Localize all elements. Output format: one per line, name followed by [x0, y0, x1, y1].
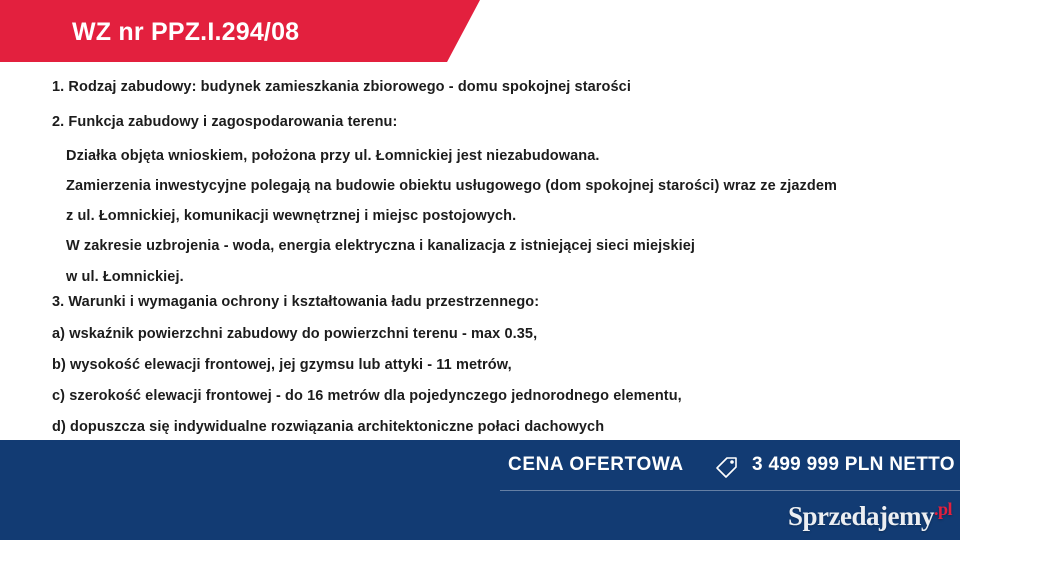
document-line: z ul. Łomnickiej, komunikacji wewnętrznej i miejsc postojowych.: [66, 208, 517, 224]
document-line: Zamierzenia inwestycyjne polegają na budowie obiektu usługowego (dom spokojnej starości) wraz ze zjazdem: [66, 178, 838, 194]
document-body: [0, 62, 960, 440]
document-line: 1. Rodzaj zabudowy: budynek zamieszkania zbiorowego - domu spokojnej starości: [52, 79, 631, 95]
document-line: a) wskaźnik powierzchni zabudowy do powierzchni terenu - max 0.35,: [52, 326, 538, 342]
price-tag-icon: [714, 452, 740, 478]
document-line: 2. Funkcja zabudowy i zagospodarowania terenu:: [52, 114, 398, 130]
watermark-suffix: .pl: [933, 499, 952, 519]
document-line: Działka objęta wnioskiem, położona przy ul. Łomnickiej jest niezabudowana.: [66, 148, 600, 164]
document-line: w ul. Łomnickiej.: [66, 269, 184, 285]
watermark: [788, 499, 952, 532]
document-line: c) szerokość elewacji frontowej - do 16 metrów dla pojedynczego jednorodnego elementu,: [52, 388, 682, 404]
document-line: W zakresie uzbrojenia - woda, energia elektryczna i kanalizacja z istniejącej sieci miejskiej: [66, 238, 696, 254]
document-line: 3. Warunki i wymagania ochrony i kształtowania ładu przestrzennego:: [52, 294, 540, 310]
contact-label: BEZPOŚREDNIO: [508, 555, 668, 576]
watermark-name: Sprzedajemy: [788, 501, 934, 531]
price-label: CENA OFERTOWA: [508, 454, 684, 475]
footer-price-row: [0, 440, 960, 490]
contact-value: (+48) 515 295 077: [752, 555, 913, 576]
page-title: WZ nr PPZ.I.294/08: [72, 18, 300, 46]
phone-icon: [714, 552, 740, 578]
document-line: d) dopuszcza się indywidualne rozwiązania architektoniczne połaci dachowych: [52, 419, 605, 435]
document-line: b) wysokość elewacji frontowej, jej gzymsu lub attyki - 11 metrów,: [52, 357, 512, 373]
price-value: 3 499 999 PLN NETTO: [752, 454, 955, 475]
